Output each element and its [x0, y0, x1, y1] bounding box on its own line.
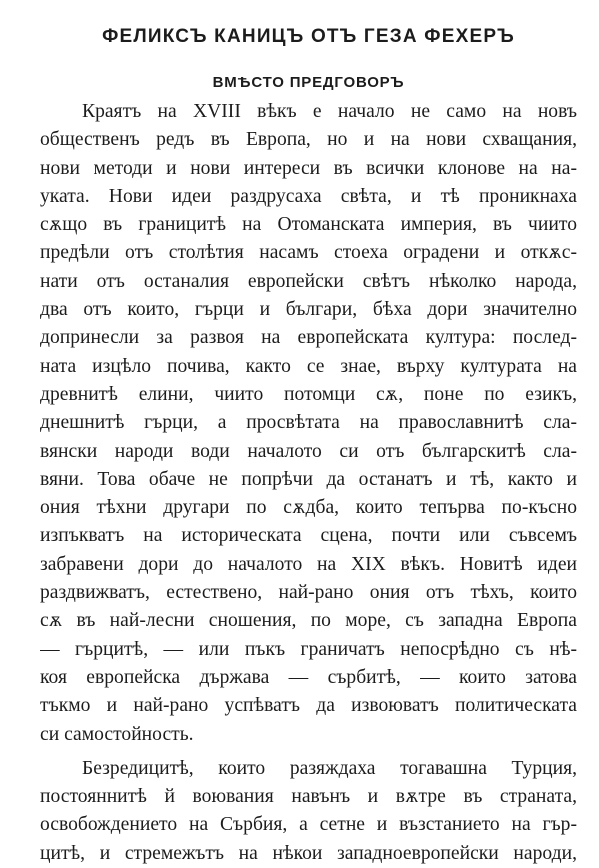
text-line: предѣли отъ столѣтия насамъ стоеха оградени и откѫс- [40, 242, 577, 264]
text-line: постояннитѣ й воювания навънъ и вѫтре въ страната, [40, 786, 577, 808]
text-line: тъкмо и най-рано успѣватъ да извоюватъ политическата [40, 695, 577, 717]
text-line: цитѣ, и стремежътъ на нѣкои западноевропейски народи, [40, 842, 577, 864]
text-line: забравени дори до началото на XIX вѣкъ. Новитѣ идеи [40, 553, 577, 575]
text-line: — гърцитѣ, — или пъкъ граничатъ непосрѣдно съ нѣ- [40, 638, 577, 660]
text-line: допринесли за развоя на европейската култура: послед- [40, 327, 577, 349]
text-line: вяни. Това обаче не попрѣчи да останатъ и тѣ, както и [40, 468, 577, 490]
text-line: изпъкватъ на историческата сцена, почти или съвсемъ [40, 525, 577, 547]
text-line: освобождението на Сърбия, а сетне и възстанието на гър- [40, 814, 577, 836]
text-line: раздвижватъ, естествено, най-рано ония отъ тѣхъ, които [40, 582, 577, 604]
text-line: нати отъ останалия европейски свѣтъ нѣколко народа, [40, 270, 577, 292]
paragraph-1 [40, 98, 577, 749]
paragraph-2 [40, 755, 577, 868]
text-line: два отъ които, гърци и българи, бѣха дори значително [40, 299, 577, 321]
text-line: сѫ въ най-лесни сношения, по море, съ западна Европа [40, 610, 577, 632]
text-line: ната изцѣло почива, както се знае, върху културата на [40, 355, 577, 377]
section-subtitle: ВМѢСТО ПРЕДГОВОРЪ [212, 74, 405, 91]
text-line: Безредицитѣ, които разяждаха тогавашна Турция, [82, 757, 577, 779]
text-line: вянски народи води началото си отъ българскитѣ сла- [40, 440, 577, 462]
text-line: нови методи и нови интереси въ всички клонове на на- [40, 157, 577, 179]
page-title: ФЕЛИКСЪ КАНИЦЪ ОТЪ ГЕЗА ФЕХЕРЪ [102, 26, 515, 47]
text-line: общественъ редъ въ Европа, но и на нови схващания, [40, 129, 577, 151]
text-line: уката. Нови идеи раздрусаха свѣта, и тѣ проникнаха [40, 185, 577, 207]
text-line: сѫщо въ границитѣ на Отоманската империя, въ чиито [40, 214, 577, 236]
text-line: древнитѣ елини, чиито потомци сѫ, поне по езикъ, [40, 383, 577, 405]
text-line: коя европейска държава — сърбитѣ, — които затова [40, 666, 577, 688]
text-line: ония тѣхни другари по сѫдба, които тепърва по-късно [40, 497, 577, 519]
text-line: Краятъ на XVIII вѣкъ е начало не само на новъ [82, 101, 577, 122]
text-line: си самостойность. [40, 723, 194, 745]
text-line: днешнитѣ гърци, а просвѣтата на православнитѣ сла- [40, 412, 577, 434]
